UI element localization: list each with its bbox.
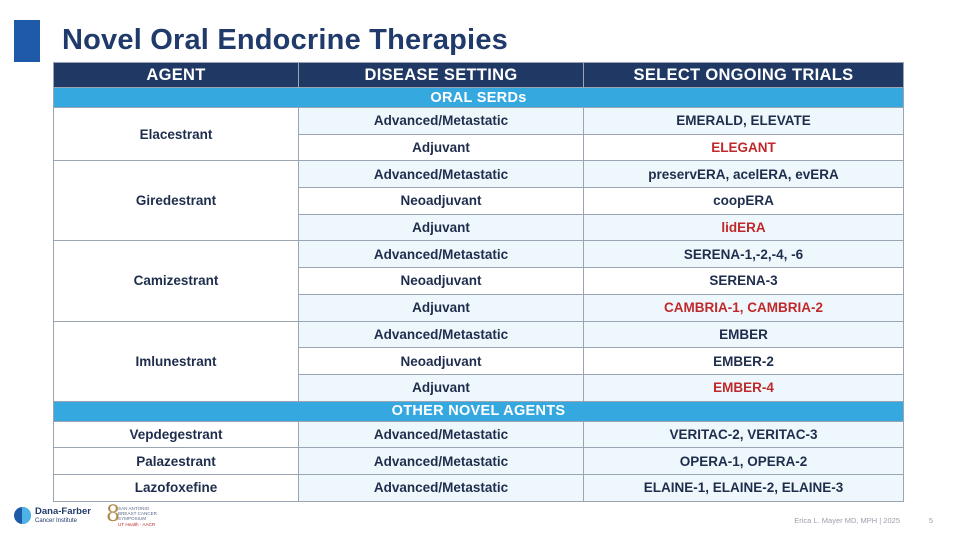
table-row: [54, 321, 904, 348]
trial-names: ELEGANT: [584, 134, 904, 161]
header-agent: AGENT: [54, 63, 299, 88]
trial-names: SERENA-3: [584, 268, 904, 295]
trial-names: SERENA-1,-2,-4, -6: [584, 241, 904, 268]
table-row: [54, 448, 904, 475]
disease-setting: Neoadjuvant: [299, 348, 584, 375]
trial-names: EMBER-4: [584, 374, 904, 401]
header-select-ongoing-trials: SELECT ONGOING TRIALS: [584, 63, 904, 88]
disease-setting: Adjuvant: [299, 134, 584, 161]
disease-setting: Advanced/Metastatic: [299, 161, 584, 188]
dana-farber-mark-icon: [14, 507, 31, 524]
agent-name: Elacestrant: [54, 108, 299, 161]
agent-name: Imlunestrant: [54, 321, 299, 401]
dana-farber-logo: [14, 507, 91, 524]
disease-setting: Advanced/Metastatic: [299, 241, 584, 268]
agent-name: Lazofoxefine: [54, 474, 299, 501]
agent-name: Vepdegestrant: [54, 421, 299, 448]
agent-name: Camizestrant: [54, 241, 299, 321]
trial-names: ELAINE-1, ELAINE-2, ELAINE-3: [584, 474, 904, 501]
trial-names: EMBER-2: [584, 348, 904, 375]
footer-credit: Erica L. Mayer MD, MPH | 2025: [794, 516, 900, 525]
table-header-row: [54, 63, 904, 88]
trial-names: OPERA-1, OPERA-2: [584, 448, 904, 475]
trial-names: EMBER: [584, 321, 904, 348]
header-disease-setting: DISEASE SETTING: [299, 63, 584, 88]
section-header-row: [54, 401, 904, 421]
trial-names: coopERA: [584, 188, 904, 215]
table-row: [54, 241, 904, 268]
disease-setting: Adjuvant: [299, 294, 584, 321]
agent-name: Palazestrant: [54, 448, 299, 475]
table-row: [54, 161, 904, 188]
table-body: [54, 88, 904, 502]
disease-setting: Neoadjuvant: [299, 188, 584, 215]
trials-table: [53, 62, 904, 502]
sabcs-mark-icon: 8: [106, 502, 120, 527]
disease-setting: Advanced/Metastatic: [299, 108, 584, 135]
disease-setting: Neoadjuvant: [299, 268, 584, 295]
section-label: ORAL SERDs: [54, 88, 904, 108]
dana-farber-name: Dana-Farber: [35, 506, 91, 518]
disease-setting: Advanced/Metastatic: [299, 421, 584, 448]
disease-setting: Advanced/Metastatic: [299, 321, 584, 348]
page-number: 5: [928, 516, 933, 525]
section-label: OTHER NOVEL AGENTS: [54, 401, 904, 421]
disease-setting: Advanced/Metastatic: [299, 474, 584, 501]
table-row: [54, 421, 904, 448]
dana-farber-subtitle: Cancer Institute: [35, 517, 78, 524]
sabcs-logo: [106, 504, 162, 530]
trial-names: preservERA, acelERA, evERA: [584, 161, 904, 188]
trial-names: EMERALD, ELEVATE: [584, 108, 904, 135]
disease-setting: Advanced/Metastatic: [299, 448, 584, 475]
sabcs-logo-text: SAN ANTONIO BREAST CANCER SYMPOSIUM: [118, 506, 157, 521]
trial-names: VERITAC-2, VERITAC-3: [584, 421, 904, 448]
trial-names: CAMBRIA-1, CAMBRIA-2: [584, 294, 904, 321]
disease-setting: Adjuvant: [299, 214, 584, 241]
sabcs-sponsors: UT Health · AACR: [118, 522, 156, 527]
slide-title: Novel Oral Endocrine Therapies: [62, 24, 508, 56]
table-row: [54, 474, 904, 501]
trial-names: lidERA: [584, 214, 904, 241]
agent-name: Giredestrant: [54, 161, 299, 241]
section-header-row: [54, 88, 904, 108]
disease-setting: Adjuvant: [299, 374, 584, 401]
title-accent-bar: [14, 20, 40, 62]
table-row: [54, 108, 904, 135]
